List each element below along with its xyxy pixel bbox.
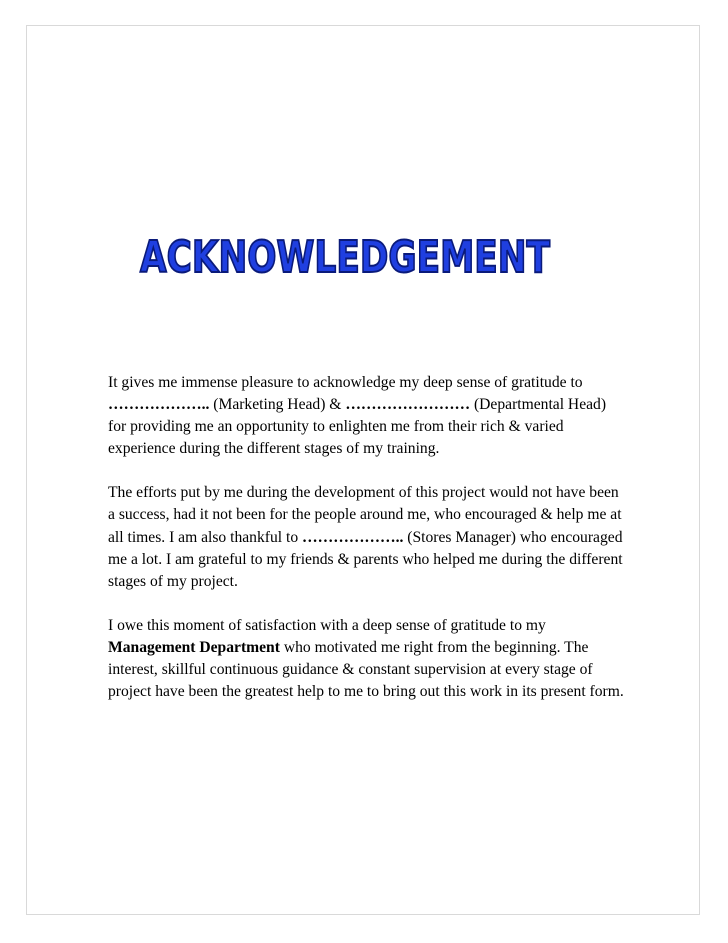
paragraph-3 xyxy=(108,615,628,703)
p1-placeholder-dots-2: …………………… xyxy=(345,396,471,414)
p1-text-1: It gives me immense pleasure to acknowledge my deep sense of gratitude to xyxy=(108,374,583,391)
paragraph-2 xyxy=(108,482,628,592)
p1-placeholder-dots-1: ……………….. xyxy=(108,396,210,414)
p3-text-1: I owe this moment of satisfaction with a deep sense of gratitude to my xyxy=(108,616,546,634)
p2-placeholder-dots-1: ……………….. xyxy=(302,528,404,546)
page-title: ACKNOWLEDGEMENT xyxy=(140,232,550,283)
p3-bold-department: Management Department xyxy=(108,638,280,656)
p2-text-2: (Stores Manager) who encouraged me a lot. I am grateful to my friends & parents who helped me during the different stages of my project. xyxy=(108,528,623,590)
p2-text-1: The efforts put by me during the development of this project would not have been a success, had it not been for the people around me, who encouraged & help me at all times. I am also thankful to xyxy=(108,484,622,546)
p3-text-2: who motivated me right from the beginning. The interest, skillful continuous guidance & constant supervision at every stage of project have been the greatest help to me to bring out this work in its present form. xyxy=(108,638,624,701)
paragraph-1 xyxy=(108,372,628,460)
body-text xyxy=(108,372,628,725)
p1-text-3: (Departmental Head) for providing me an opportunity to enlighten me from their rich & varied experience during the different stages of my training. xyxy=(108,396,607,458)
p1-text-2: (Marketing Head) & xyxy=(209,396,346,414)
